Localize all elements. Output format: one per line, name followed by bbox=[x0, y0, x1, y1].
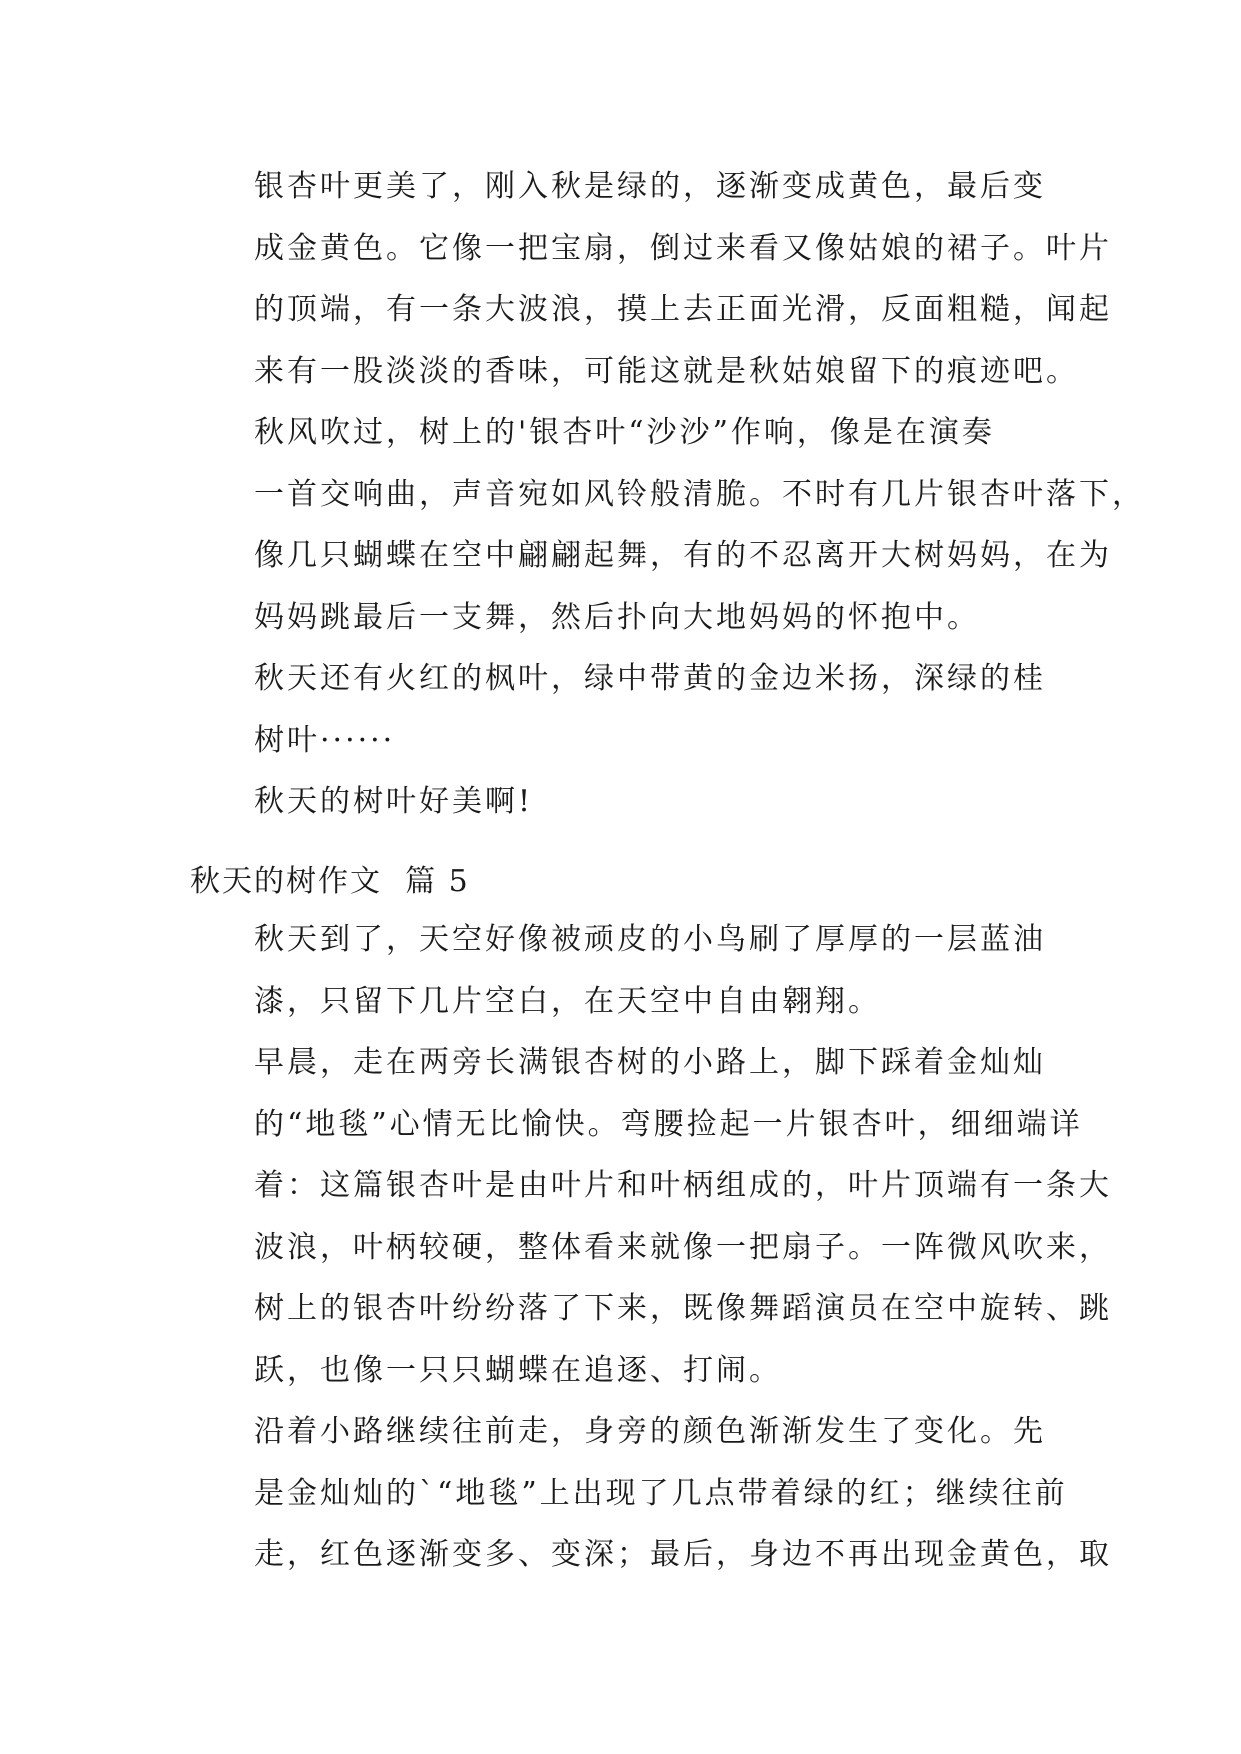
text-line: 的“地毯”心情无比愉快。弯腰捡起一片银杏叶，细细端详 bbox=[254, 1106, 1083, 1142]
text-line: 树上的银杏叶纷纷落了下来，既像舞蹈演员在空中旋转、跳 bbox=[254, 1291, 1112, 1326]
text-line: 走，红色逐渐变多、变深；最后，身边不再出现金黄色，取 bbox=[254, 1537, 1112, 1572]
text-line: 银杏叶更美了，刚入秋是绿的，逐渐变成黄色，最后变 bbox=[254, 169, 1046, 204]
text-line: 沿着小路继续往前走，身旁的颜色渐渐发生了变化。先 bbox=[254, 1414, 1046, 1449]
section-heading: 秋天的树作文 篇 5 bbox=[190, 864, 470, 899]
text-line: 波浪，叶柄较硬，整体看来就像一把扇子。一阵微风吹来， bbox=[254, 1229, 1112, 1265]
paragraph-color-change bbox=[190, 1401, 1112, 1586]
text-line: 秋天的树叶好美啊! bbox=[254, 784, 534, 819]
section-2-body bbox=[190, 909, 1112, 1586]
paragraph-conclusion bbox=[190, 771, 1050, 833]
text-line: 像几只蝴蝶在空中翩翩起舞，有的不忍离开大树妈妈，在为 bbox=[254, 538, 1112, 573]
text-line: 来有一股淡淡的香味，可能这就是秋姑娘留下的痕迹吧。 bbox=[254, 353, 1079, 389]
text-line: 是金灿灿的`“地毯”上出现了几点带着绿的红；继续往前 bbox=[254, 1475, 1068, 1511]
text-line: 的顶端，有一条大波浪，摸上去正面光滑，反面粗糙，闻起 bbox=[254, 292, 1112, 327]
text-line: 树叶······ bbox=[254, 722, 396, 758]
text-line: 漆，只留下几片空白，在天空中自由翱翔。 bbox=[254, 983, 881, 1019]
text-line: 妈妈跳最后一支舞，然后扑向大地妈妈的怀抱中。 bbox=[254, 599, 980, 635]
text-line: 秋天到了，天空好像被顽皮的小鸟刷了厚厚的一层蓝油 bbox=[254, 922, 1046, 957]
text-line: 着：这篇银杏叶是由叶片和叶柄组成的，叶片顶端有一条大 bbox=[254, 1168, 1112, 1203]
paragraph-other-leaves bbox=[190, 648, 1050, 771]
text-line: 早晨，走在两旁长满银杏树的小路上，脚下踩着金灿灿 bbox=[254, 1045, 1046, 1080]
paragraph-autumn-wind bbox=[190, 402, 1145, 648]
section-1-body bbox=[190, 156, 1145, 833]
text-line: 成金黄色。它像一把宝扇，倒过来看又像姑娘的裙子。叶片 bbox=[254, 230, 1112, 266]
text-line: 秋天还有火红的枫叶，绿中带黄的金边米扬，深绿的桂 bbox=[254, 661, 1046, 696]
text-line: 一首交响曲，声音宛如风铃般清脆。不时有几片银杏叶落下， bbox=[254, 476, 1145, 512]
paragraph-ginkgo-description bbox=[190, 156, 1112, 402]
paragraph-sky bbox=[190, 909, 1050, 1032]
text-line: 跃，也像一只只蝴蝶在追逐、打闹。 bbox=[254, 1352, 782, 1388]
text-line: 秋风吹过，树上的'银杏叶“沙沙”作响，像是在演奏 bbox=[254, 415, 995, 450]
paragraph-morning-walk bbox=[190, 1032, 1112, 1401]
